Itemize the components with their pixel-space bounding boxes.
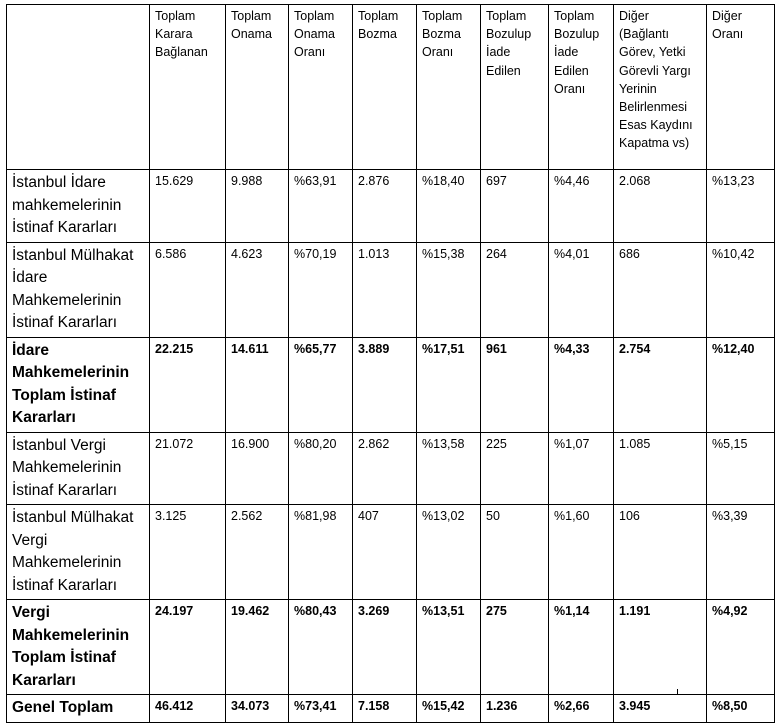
row-label: İdare Mahkemelerinin Toplam İstinaf Kararları <box>7 337 150 432</box>
table-cell: 1.236 <box>481 695 549 723</box>
table-cell: 3.269 <box>353 600 417 695</box>
row-label: Vergi Mahkemelerinin Toplam İstinaf Kararları <box>7 600 150 695</box>
header-other: Diğer (Bağlantı Görev, Yetki Görevli Yargı Yerinin Belirlenmesi Esas Kaydını Kapatma vs) <box>614 5 707 170</box>
table-cell: 106 <box>614 505 707 600</box>
header-total-upheld: Toplam Onama <box>226 5 289 170</box>
table-cell: 22.215 <box>150 337 226 432</box>
table-cell: 50 <box>481 505 549 600</box>
table-row <box>7 505 775 600</box>
table-cell: 3.889 <box>353 337 417 432</box>
table-cell: %15,42 <box>417 695 481 723</box>
table-cell: 7.158 <box>353 695 417 723</box>
table-cell: %4,01 <box>549 242 614 337</box>
table-cell: %80,20 <box>289 432 353 505</box>
row-label: İstanbul İdare mahkemelerinin İstinaf Kararları <box>7 170 150 243</box>
table-cell: 46.412 <box>150 695 226 723</box>
table-row <box>7 242 775 337</box>
table-cell: 1.013 <box>353 242 417 337</box>
table-cell: %18,40 <box>417 170 481 243</box>
header-other-rate: Diğer Oranı <box>707 5 775 170</box>
table-row-subtotal <box>7 337 775 432</box>
table-cell: 2.876 <box>353 170 417 243</box>
table-cell: 686 <box>614 242 707 337</box>
table-cell: %63,91 <box>289 170 353 243</box>
table-cell: 407 <box>353 505 417 600</box>
table-cell: %1,07 <box>549 432 614 505</box>
header-corner <box>7 5 150 170</box>
table-cell: 2.754 <box>614 337 707 432</box>
row-label: Genel Toplam <box>7 695 150 723</box>
table-cell: 21.072 <box>150 432 226 505</box>
table-cell: 2.068 <box>614 170 707 243</box>
table-cell: %13,51 <box>417 600 481 695</box>
header-reversed-rate: Toplam Bozma Oranı <box>417 5 481 170</box>
table-row <box>7 170 775 243</box>
table-cell: 697 <box>481 170 549 243</box>
table-cell: 2.862 <box>353 432 417 505</box>
table-cell: 15.629 <box>150 170 226 243</box>
table-cell: 24.197 <box>150 600 226 695</box>
table-cell: %10,42 <box>707 242 775 337</box>
table-cell: %13,23 <box>707 170 775 243</box>
table-cell: 225 <box>481 432 549 505</box>
table-cell: %3,39 <box>707 505 775 600</box>
header-total-reversed: Toplam Bozma <box>353 5 417 170</box>
table-cell: 1.085 <box>614 432 707 505</box>
header-row <box>7 5 775 170</box>
table-cell: %13,02 <box>417 505 481 600</box>
table-cell: %2,66 <box>549 695 614 723</box>
row-label: İstanbul Vergi Mahkemelerinin İstinaf Kararları <box>7 432 150 505</box>
table-cell: 9.988 <box>226 170 289 243</box>
table-cell: %81,98 <box>289 505 353 600</box>
table-cell: %17,51 <box>417 337 481 432</box>
table-row-grand-total <box>7 695 775 723</box>
table-cell: %4,33 <box>549 337 614 432</box>
cursor-mark <box>677 689 678 694</box>
table-cell: 14.611 <box>226 337 289 432</box>
table-cell: %1,14 <box>549 600 614 695</box>
table-cell: %80,43 <box>289 600 353 695</box>
table-cell: 6.586 <box>150 242 226 337</box>
table-cell: 16.900 <box>226 432 289 505</box>
table-cell: %12,40 <box>707 337 775 432</box>
row-label: İstanbul Mülhakat İdare Mahkemelerinin İstinaf Kararları <box>7 242 150 337</box>
table-cell: %4,46 <box>549 170 614 243</box>
table-cell: %65,77 <box>289 337 353 432</box>
table-cell: %15,38 <box>417 242 481 337</box>
statistics-table <box>6 4 775 723</box>
table-cell: %70,19 <box>289 242 353 337</box>
table-cell: 3.125 <box>150 505 226 600</box>
table-cell: 2.562 <box>226 505 289 600</box>
table-row <box>7 432 775 505</box>
table-cell: %4,92 <box>707 600 775 695</box>
table-cell: 3.945 <box>614 695 707 723</box>
header-reversed-returned: Toplam Bozulup İade Edilen <box>481 5 549 170</box>
table-row-subtotal <box>7 600 775 695</box>
table-cell: 34.073 <box>226 695 289 723</box>
table-cell: %1,60 <box>549 505 614 600</box>
table-cell: %8,50 <box>707 695 775 723</box>
table-cell: %73,41 <box>289 695 353 723</box>
table-cell: 4.623 <box>226 242 289 337</box>
table-cell: 19.462 <box>226 600 289 695</box>
table-cell: 275 <box>481 600 549 695</box>
header-reversed-returned-rate: Toplam Bozulup İade Edilen Oranı <box>549 5 614 170</box>
table-cell: %13,58 <box>417 432 481 505</box>
row-label: İstanbul Mülhakat Vergi Mahkemelerinin İstinaf Kararları <box>7 505 150 600</box>
table-cell: 961 <box>481 337 549 432</box>
table-cell: 264 <box>481 242 549 337</box>
table-cell: %5,15 <box>707 432 775 505</box>
table-cell: 1.191 <box>614 600 707 695</box>
header-total-decided: Toplam Karara Bağlanan <box>150 5 226 170</box>
header-upheld-rate: Toplam Onama Oranı <box>289 5 353 170</box>
